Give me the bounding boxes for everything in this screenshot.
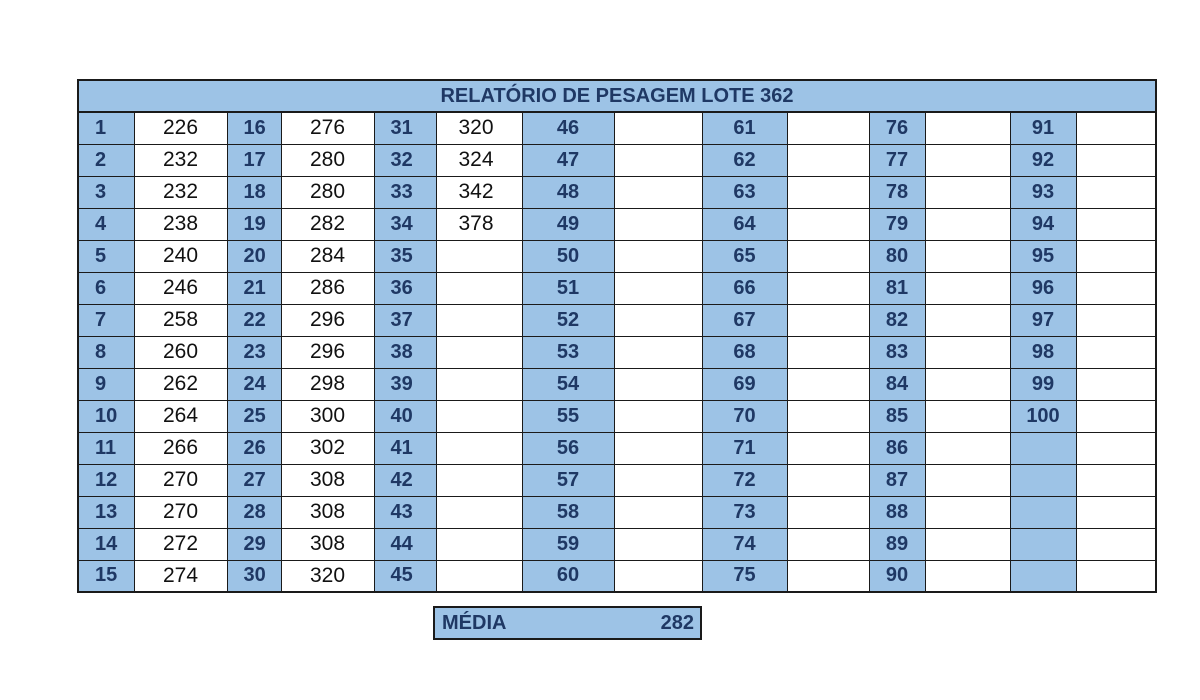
row-number-cell: 38 [374,336,436,368]
weight-value-cell: 264 [134,400,227,432]
table-row [78,176,1156,208]
weight-value-cell: 378 [436,208,522,240]
weight-value-cell [614,496,702,528]
table-row [78,432,1156,464]
row-number-cell: 71 [702,432,787,464]
row-number-cell: 55 [522,400,614,432]
weight-value-cell [1076,304,1156,336]
row-number-cell: 84 [869,368,925,400]
weight-value-cell: 284 [281,240,374,272]
table-row [78,560,1156,592]
report-title: RELATÓRIO DE PESAGEM LOTE 362 [78,80,1156,112]
row-number-cell: 16 [227,112,281,144]
row-number-cell: 77 [869,144,925,176]
weight-value-cell: 246 [134,272,227,304]
weight-value-cell [614,240,702,272]
row-number-cell: 54 [522,368,614,400]
row-number-cell: 22 [227,304,281,336]
weight-value-cell: 308 [281,464,374,496]
row-number-cell: 11 [78,432,134,464]
row-number-cell: 90 [869,560,925,592]
row-number-cell: 74 [702,528,787,560]
row-number-cell: 18 [227,176,281,208]
table-row [78,240,1156,272]
row-number-cell: 21 [227,272,281,304]
weight-value-cell [787,464,869,496]
row-number-cell: 88 [869,496,925,528]
weight-value-cell: 280 [281,176,374,208]
weight-value-cell [925,368,1010,400]
weight-value-cell [925,400,1010,432]
weight-value-cell [614,560,702,592]
row-number-cell: 60 [522,560,614,592]
row-number-cell: 62 [702,144,787,176]
weight-value-cell: 270 [134,464,227,496]
row-number-cell: 48 [522,176,614,208]
row-number-cell: 100 [1010,400,1076,432]
row-number-cell: 83 [869,336,925,368]
row-number-cell: 99 [1010,368,1076,400]
row-number-cell [1010,528,1076,560]
table-row [78,208,1156,240]
weight-value-cell [787,336,869,368]
weight-value-cell [614,176,702,208]
row-number-cell: 65 [702,240,787,272]
weight-value-cell [787,400,869,432]
weight-value-cell [614,432,702,464]
row-number-cell: 33 [374,176,436,208]
weight-value-cell [787,112,869,144]
average-label: MÉDIA [442,611,507,634]
row-number-cell: 98 [1010,336,1076,368]
weight-value-cell [1076,496,1156,528]
weight-value-cell [787,560,869,592]
row-number-cell: 44 [374,528,436,560]
row-number-cell: 53 [522,336,614,368]
weight-value-cell [787,176,869,208]
weight-value-cell: 320 [436,112,522,144]
row-number-cell: 13 [78,496,134,528]
weight-value-cell [436,496,522,528]
weight-value-cell: 238 [134,208,227,240]
row-number-cell: 3 [78,176,134,208]
row-number-cell: 49 [522,208,614,240]
weight-value-cell [614,336,702,368]
weight-value-cell [925,240,1010,272]
row-number-cell: 15 [78,560,134,592]
weight-value-cell [925,336,1010,368]
weight-value-cell: 226 [134,112,227,144]
row-number-cell: 41 [374,432,436,464]
row-number-cell: 70 [702,400,787,432]
row-number-cell: 29 [227,528,281,560]
weight-value-cell: 232 [134,144,227,176]
weight-value-cell [1076,400,1156,432]
row-number-cell: 40 [374,400,436,432]
weight-value-cell [925,272,1010,304]
row-number-cell: 2 [78,144,134,176]
row-number-cell: 17 [227,144,281,176]
row-number-cell: 78 [869,176,925,208]
weight-value-cell: 270 [134,496,227,528]
weight-value-cell: 266 [134,432,227,464]
row-number-cell: 91 [1010,112,1076,144]
weight-value-cell [1076,272,1156,304]
row-number-cell [1010,432,1076,464]
weight-value-cell: 258 [134,304,227,336]
row-number-cell: 24 [227,368,281,400]
table-row [78,144,1156,176]
row-number-cell: 81 [869,272,925,304]
weight-value-cell: 308 [281,528,374,560]
row-number-cell: 51 [522,272,614,304]
weight-value-cell: 324 [436,144,522,176]
weight-value-cell [1076,240,1156,272]
weight-value-cell: 240 [134,240,227,272]
weight-value-cell: 320 [281,560,374,592]
row-number-cell: 1 [78,112,134,144]
weight-value-cell [614,208,702,240]
weight-value-cell [614,304,702,336]
row-number-cell: 36 [374,272,436,304]
weight-value-cell [1076,208,1156,240]
row-number-cell: 92 [1010,144,1076,176]
weight-value-cell [787,368,869,400]
row-number-cell: 95 [1010,240,1076,272]
table-row [78,272,1156,304]
row-number-cell: 45 [374,560,436,592]
weight-value-cell: 232 [134,176,227,208]
row-number-cell: 43 [374,496,436,528]
weight-value-cell: 296 [281,304,374,336]
weight-value-cell [1076,336,1156,368]
weight-value-cell [925,208,1010,240]
row-number-cell: 66 [702,272,787,304]
weight-value-cell [925,432,1010,464]
row-number-cell: 75 [702,560,787,592]
row-number-cell: 25 [227,400,281,432]
weight-value-cell: 286 [281,272,374,304]
table-row [78,400,1156,432]
row-number-cell: 20 [227,240,281,272]
weight-value-cell [787,144,869,176]
weight-value-cell [614,144,702,176]
row-number-cell: 39 [374,368,436,400]
weight-value-cell [614,528,702,560]
weight-value-cell [925,112,1010,144]
weight-value-cell [1076,144,1156,176]
weight-value-cell [1076,176,1156,208]
row-number-cell: 6 [78,272,134,304]
weight-value-cell [1076,432,1156,464]
weight-value-cell [436,560,522,592]
row-number-cell: 10 [78,400,134,432]
weight-value-cell [925,176,1010,208]
weight-value-cell [1076,368,1156,400]
row-number-cell: 37 [374,304,436,336]
row-number-cell: 87 [869,464,925,496]
weight-value-cell [436,272,522,304]
row-number-cell: 80 [869,240,925,272]
weight-value-cell: 302 [281,432,374,464]
row-number-cell: 76 [869,112,925,144]
row-number-cell: 23 [227,336,281,368]
table-row [78,112,1156,144]
weight-value-cell: 296 [281,336,374,368]
weight-value-cell [787,432,869,464]
weight-value-cell [436,336,522,368]
weight-value-cell [787,240,869,272]
row-number-cell: 97 [1010,304,1076,336]
row-number-cell: 28 [227,496,281,528]
row-number-cell: 64 [702,208,787,240]
weight-value-cell [925,560,1010,592]
weight-value-cell: 260 [134,336,227,368]
weight-value-cell: 272 [134,528,227,560]
weight-value-cell [436,432,522,464]
table-row [78,496,1156,528]
row-number-cell: 12 [78,464,134,496]
row-number-cell: 31 [374,112,436,144]
weight-value-cell [1076,464,1156,496]
row-number-cell: 61 [702,112,787,144]
weight-value-cell [436,528,522,560]
weight-value-cell [614,464,702,496]
row-number-cell: 50 [522,240,614,272]
row-number-cell: 52 [522,304,614,336]
average-summary [433,606,702,640]
weight-value-cell: 300 [281,400,374,432]
weighing-report-table [77,79,1157,593]
row-number-cell: 19 [227,208,281,240]
row-number-cell: 79 [869,208,925,240]
row-number-cell: 56 [522,432,614,464]
weight-value-cell [436,368,522,400]
weight-value-cell [1076,528,1156,560]
row-number-cell: 46 [522,112,614,144]
weight-value-cell: 262 [134,368,227,400]
weight-value-cell [436,464,522,496]
row-number-cell: 72 [702,464,787,496]
row-number-cell: 26 [227,432,281,464]
average-value: 282 [660,611,694,634]
row-number-cell: 82 [869,304,925,336]
weight-value-cell [925,496,1010,528]
weight-value-cell: 274 [134,560,227,592]
table-row [78,304,1156,336]
weight-value-cell [436,240,522,272]
weight-value-cell [925,304,1010,336]
weight-value-cell: 298 [281,368,374,400]
row-number-cell: 35 [374,240,436,272]
weight-value-cell [787,528,869,560]
row-number-cell: 93 [1010,176,1076,208]
row-number-cell: 4 [78,208,134,240]
weight-value-cell [787,304,869,336]
row-number-cell: 63 [702,176,787,208]
weight-value-cell [787,496,869,528]
row-number-cell: 47 [522,144,614,176]
weight-value-cell [925,464,1010,496]
weight-value-cell [614,368,702,400]
row-number-cell: 8 [78,336,134,368]
row-number-cell: 58 [522,496,614,528]
title-row [78,80,1156,112]
row-number-cell: 30 [227,560,281,592]
row-number-cell [1010,496,1076,528]
row-number-cell: 89 [869,528,925,560]
row-number-cell: 34 [374,208,436,240]
table-row [78,336,1156,368]
row-number-cell: 86 [869,432,925,464]
row-number-cell: 57 [522,464,614,496]
weight-value-cell [614,272,702,304]
row-number-cell: 73 [702,496,787,528]
weight-value-cell [1076,112,1156,144]
weight-value-cell [614,112,702,144]
table-row [78,464,1156,496]
row-number-cell: 96 [1010,272,1076,304]
weight-value-cell [787,208,869,240]
row-number-cell: 94 [1010,208,1076,240]
weight-value-cell: 282 [281,208,374,240]
weight-value-cell [436,400,522,432]
weight-value-cell [925,144,1010,176]
weight-value-cell: 308 [281,496,374,528]
weight-value-cell: 342 [436,176,522,208]
row-number-cell: 69 [702,368,787,400]
row-number-cell: 42 [374,464,436,496]
row-number-cell: 59 [522,528,614,560]
row-number-cell: 7 [78,304,134,336]
table-row [78,528,1156,560]
weight-value-cell: 276 [281,112,374,144]
row-number-cell: 5 [78,240,134,272]
weight-value-cell [787,272,869,304]
row-number-cell [1010,464,1076,496]
row-number-cell: 27 [227,464,281,496]
weight-value-cell [436,304,522,336]
row-number-cell: 67 [702,304,787,336]
weight-value-cell [925,528,1010,560]
row-number-cell [1010,560,1076,592]
row-number-cell: 85 [869,400,925,432]
weight-value-cell [1076,560,1156,592]
row-number-cell: 32 [374,144,436,176]
table-row [78,368,1156,400]
weight-value-cell: 280 [281,144,374,176]
weight-value-cell [614,400,702,432]
row-number-cell: 14 [78,528,134,560]
row-number-cell: 68 [702,336,787,368]
row-number-cell: 9 [78,368,134,400]
